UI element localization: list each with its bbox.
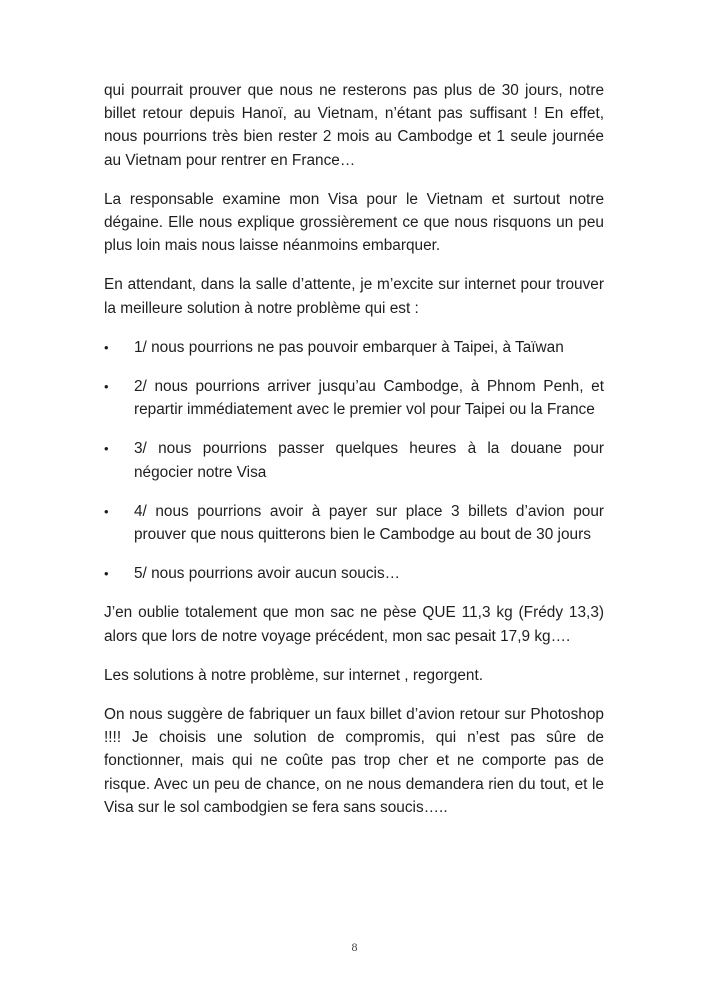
paragraph: J’en oublie totalement que mon sac ne pèse QUE 11,3 kg (Frédy 13,3) alors que lors de notre voyage précédent, mon sac pesait 17,9 kg…. [104, 604, 604, 645]
paragraph: qui pourrait prouver que nous ne resterons pas plus de 30 jours, notre billet retour depuis Hanoï, au Vietnam, n’étant pas suffisant ! En effet, nous pourrions très bien rester 2 mois au Cambodge et 1 seule journée au Vietnam pour rentrer en France… [104, 82, 604, 169]
bullet-icon: • [104, 566, 109, 582]
bullet-icon: • [104, 379, 109, 395]
bullet-icon: • [104, 503, 109, 519]
page-body [104, 79, 604, 835]
paragraph: Les solutions à notre problème, sur internet , regorgent. [104, 666, 483, 684]
bullet-icon: • [104, 441, 109, 457]
paragraph: En attendant, dans la salle d’attente, je m’excite sur internet pour trouver la meilleure solution à notre problème qui est : [104, 276, 604, 317]
list-item-text: 5/ nous pourrions avoir aucun soucis… [134, 565, 401, 583]
list-item [104, 562, 604, 585]
list-item-text: 1/ nous pourrions ne pas pouvoir embarquer à Taipei, à Taïwan [134, 338, 564, 356]
list-item [104, 500, 604, 546]
page-number: 8 [351, 940, 358, 954]
list-item-text: 4/ nous pourrions avoir à payer sur place 3 billets d’avion pour prouver que nous quitterons bien le Cambodge au bout de 30 jours [134, 502, 604, 544]
bullet-list [104, 336, 604, 586]
paragraph: La responsable examine mon Visa pour le Vietnam et surtout notre dégaine. Elle nous explique grossièrement ce que nous risquons un peu plus loin mais nous laisse néanmoins embarquer. [104, 190, 604, 255]
list-item [104, 336, 604, 359]
list-item-text: 2/ nous pourrions arriver jusqu’au Cambodge, à Phnom Penh, et repartir immédiatement avec le premier vol pour Taipei ou la France [134, 378, 604, 419]
list-item [104, 375, 604, 421]
paragraph: On nous suggère de fabriquer un faux billet d’avion retour sur Photoshop !!!! Je choisis une solution de compromis, qui n’est pas sûre de fonctionner, mais qui ne coûte pas trop cher et ne comporte pas de risque. Avec un peu de chance, on ne nous demandera rien du tout, et le Visa sur le sol cambodgien se fera sans soucis….. [104, 706, 604, 816]
bullet-icon: • [104, 339, 109, 355]
list-item-text: 3/ nous pourrions passer quelques heures à la douane pour négocier notre Visa [134, 440, 604, 481]
list-item [104, 437, 604, 483]
